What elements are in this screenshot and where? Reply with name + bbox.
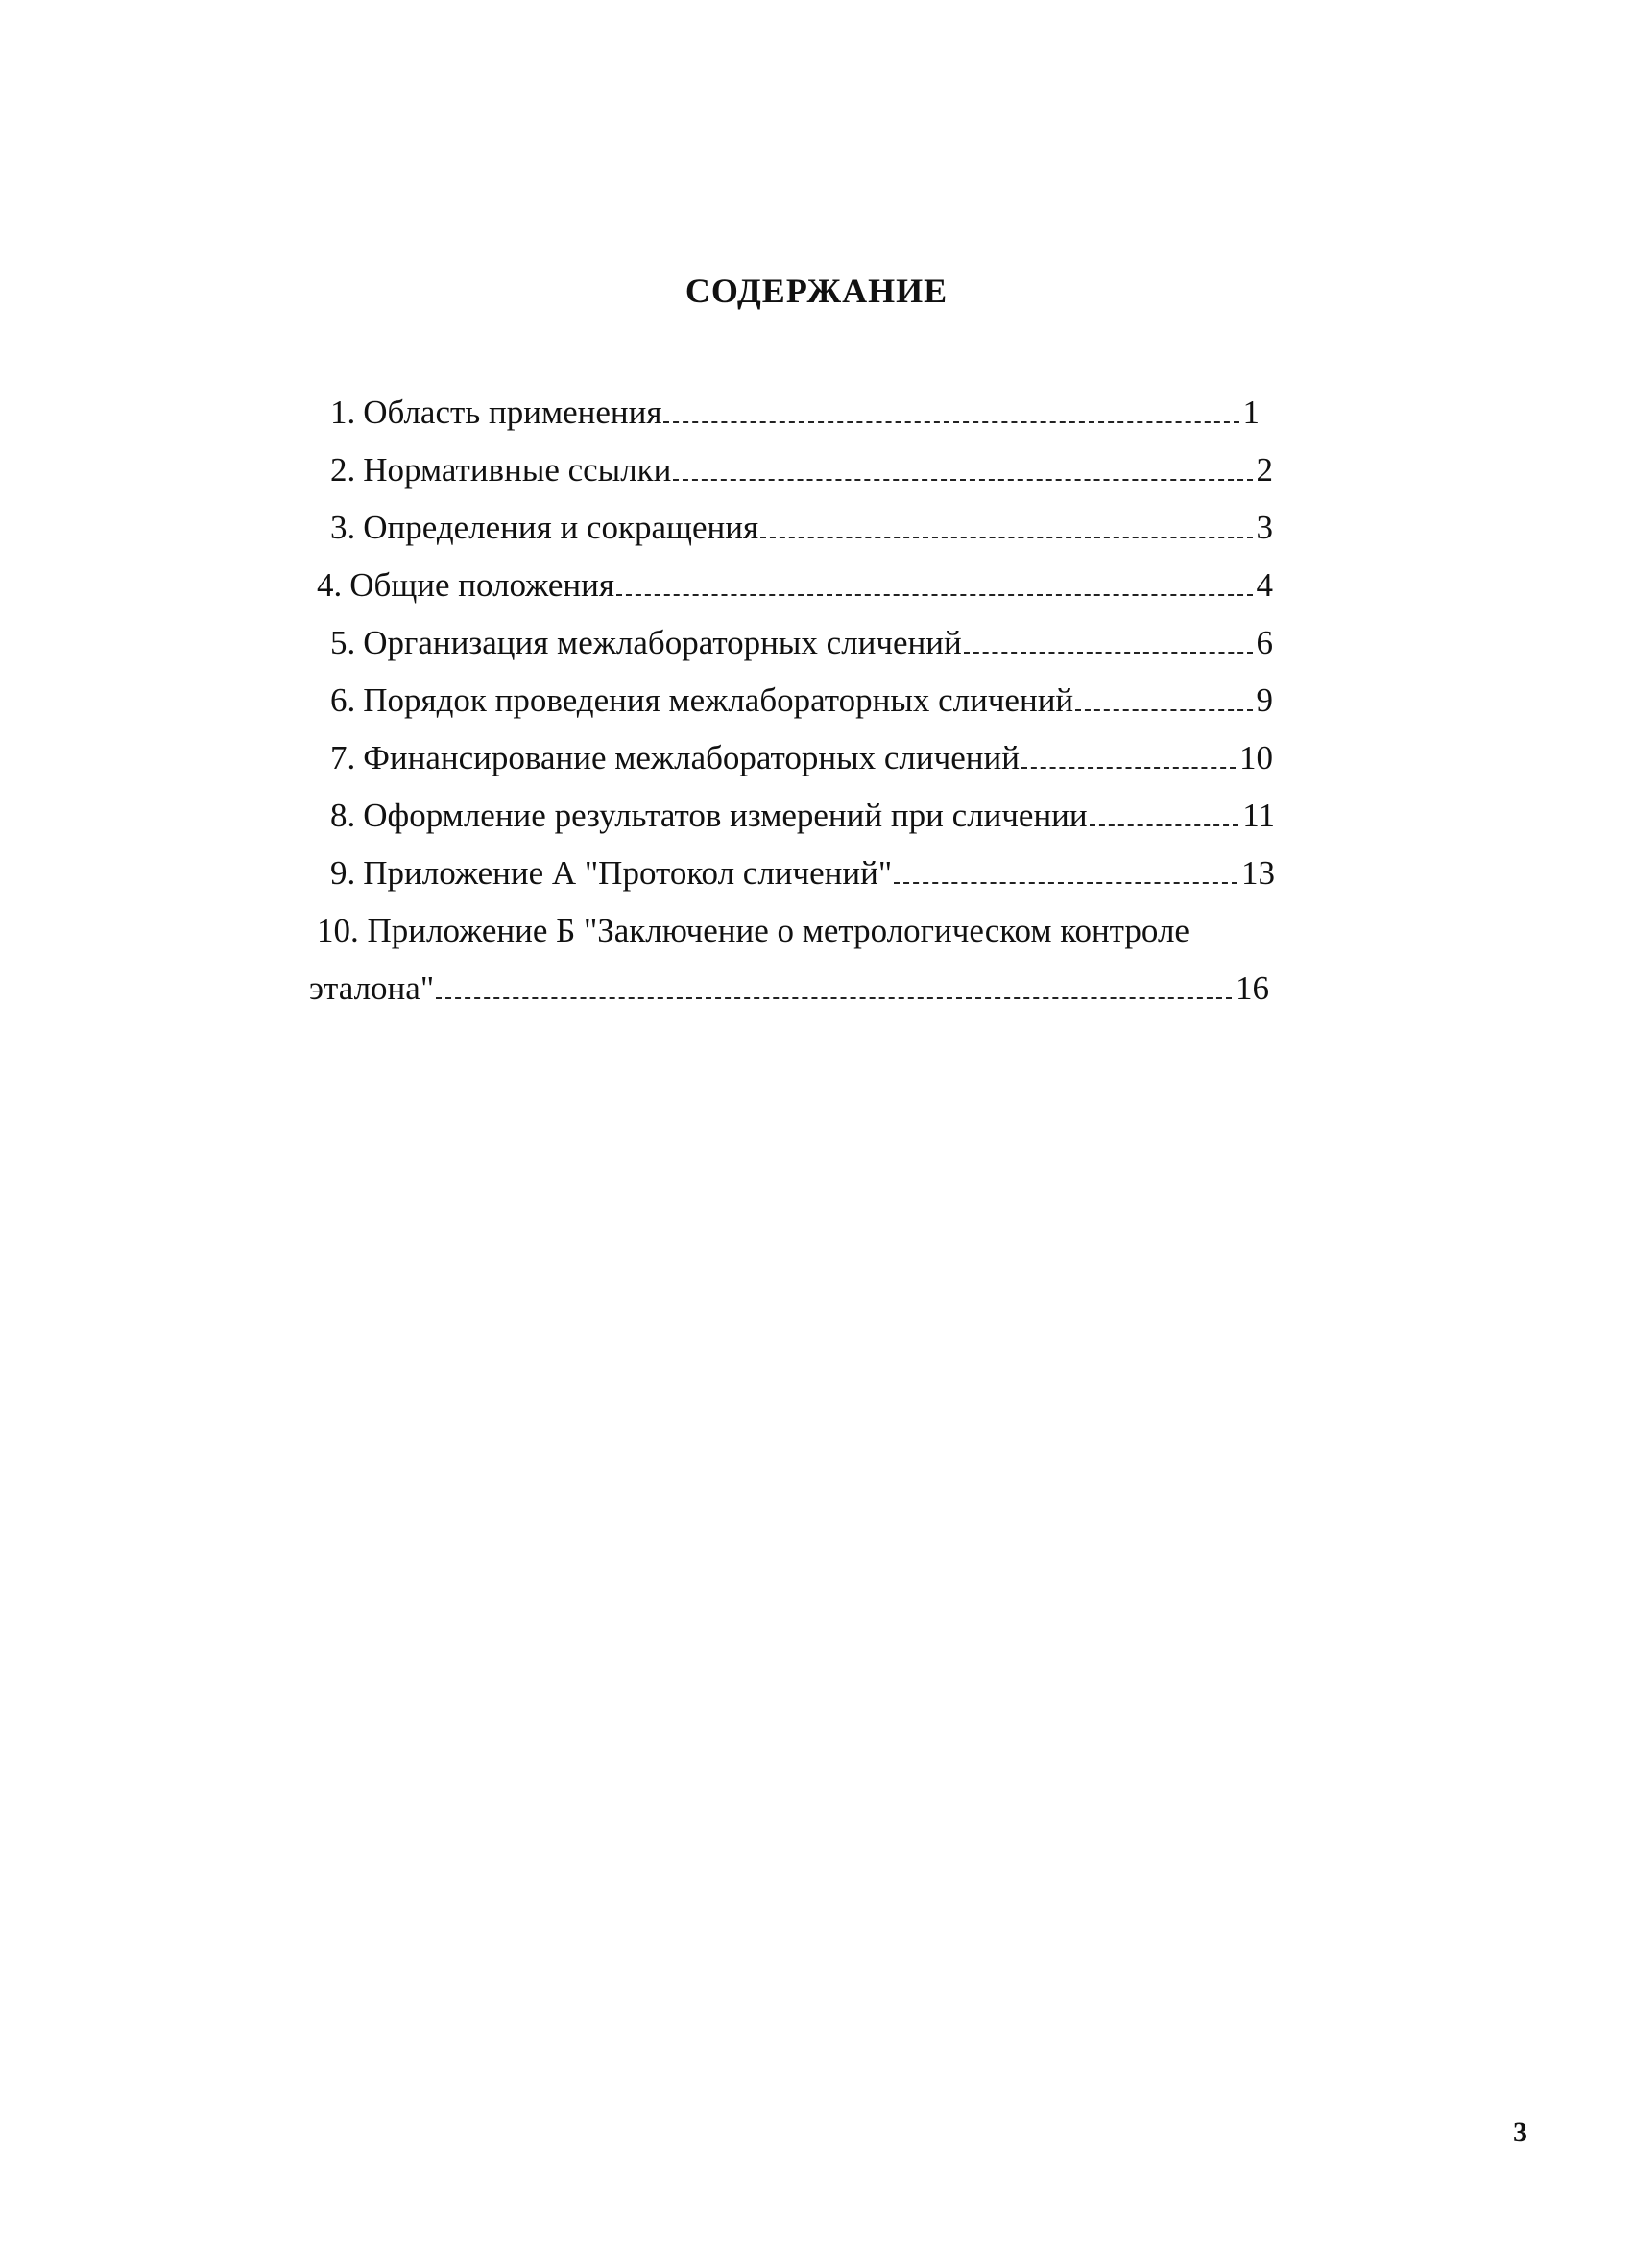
toc-item-number: 7.	[330, 739, 356, 776]
toc-dot-leader	[894, 882, 1237, 884]
toc-dot-leader	[1021, 767, 1236, 769]
toc-item-9[interactable]	[330, 849, 1275, 897]
toc-item-number: 10.	[317, 912, 359, 949]
toc-item-page: 13	[1241, 854, 1275, 892]
toc-item-2[interactable]	[330, 446, 1273, 494]
toc-item-4[interactable]	[317, 561, 1273, 609]
toc-item-7[interactable]	[330, 734, 1273, 782]
toc-item-title-continuation: эталона"	[309, 969, 435, 1007]
toc-item-title: Приложение А "Протокол сличений"	[363, 854, 893, 892]
toc-item-title: Область применения	[363, 394, 662, 431]
toc-dot-leader	[616, 594, 1253, 596]
toc-item-page: 11	[1242, 797, 1275, 834]
toc-item-number: 1.	[330, 394, 356, 431]
toc-item-page: 2	[1256, 451, 1273, 489]
toc-item-title: Организация межлабораторных сличений	[363, 624, 962, 661]
toc-item-5[interactable]	[330, 619, 1273, 667]
toc-item-title: Нормативные ссылки	[363, 451, 672, 489]
toc-item-title: Определения и сокращения	[363, 509, 759, 546]
toc-item-10-first-line[interactable]	[317, 907, 1189, 955]
toc-item-page: 9	[1256, 681, 1273, 719]
toc-dot-leader	[663, 421, 1238, 423]
toc-dot-leader	[1075, 709, 1252, 711]
page-title: СОДЕРЖАНИЕ	[684, 272, 949, 310]
toc-dot-leader	[436, 997, 1232, 999]
toc-dot-leader	[760, 537, 1252, 538]
toc-item-title: Приложение Б "Заключение о метрологическом контроле	[367, 912, 1189, 949]
toc-item-number: 8.	[330, 797, 356, 834]
toc-item-title: Порядок проведения межлабораторных сличений	[363, 681, 1074, 719]
toc-item-10-continuation[interactable]	[309, 965, 1269, 1013]
toc-item-3[interactable]	[330, 504, 1273, 552]
toc-item-title: Оформление результатов измерений при сличении	[363, 797, 1088, 834]
toc-item-number: 5.	[330, 624, 356, 661]
toc-dot-leader	[964, 652, 1253, 654]
toc-item-page: 10	[1239, 739, 1273, 776]
toc-item-page: 1	[1242, 394, 1260, 431]
toc-item-title: Финансирование межлабораторных сличений	[363, 739, 1020, 776]
toc-item-number: 3.	[330, 509, 356, 546]
toc-item-number: 9.	[330, 854, 356, 892]
toc-item-title: Общие положения	[349, 566, 614, 604]
toc-item-page: 3	[1256, 509, 1273, 546]
toc-item-number: 2.	[330, 451, 356, 489]
toc-item-page: 4	[1256, 566, 1273, 604]
toc-item-6[interactable]	[330, 677, 1273, 725]
toc-dot-leader	[1090, 824, 1239, 826]
toc-item-8[interactable]	[330, 792, 1275, 840]
toc-item-page: 6	[1256, 624, 1273, 661]
toc-item-number: 6.	[330, 681, 356, 719]
toc-item-1[interactable]	[330, 389, 1260, 437]
toc-item-number: 4.	[317, 566, 343, 604]
page-number: 3	[1513, 2116, 1527, 2148]
toc-dot-leader	[673, 479, 1252, 481]
toc-item-page: 16	[1236, 969, 1269, 1007]
